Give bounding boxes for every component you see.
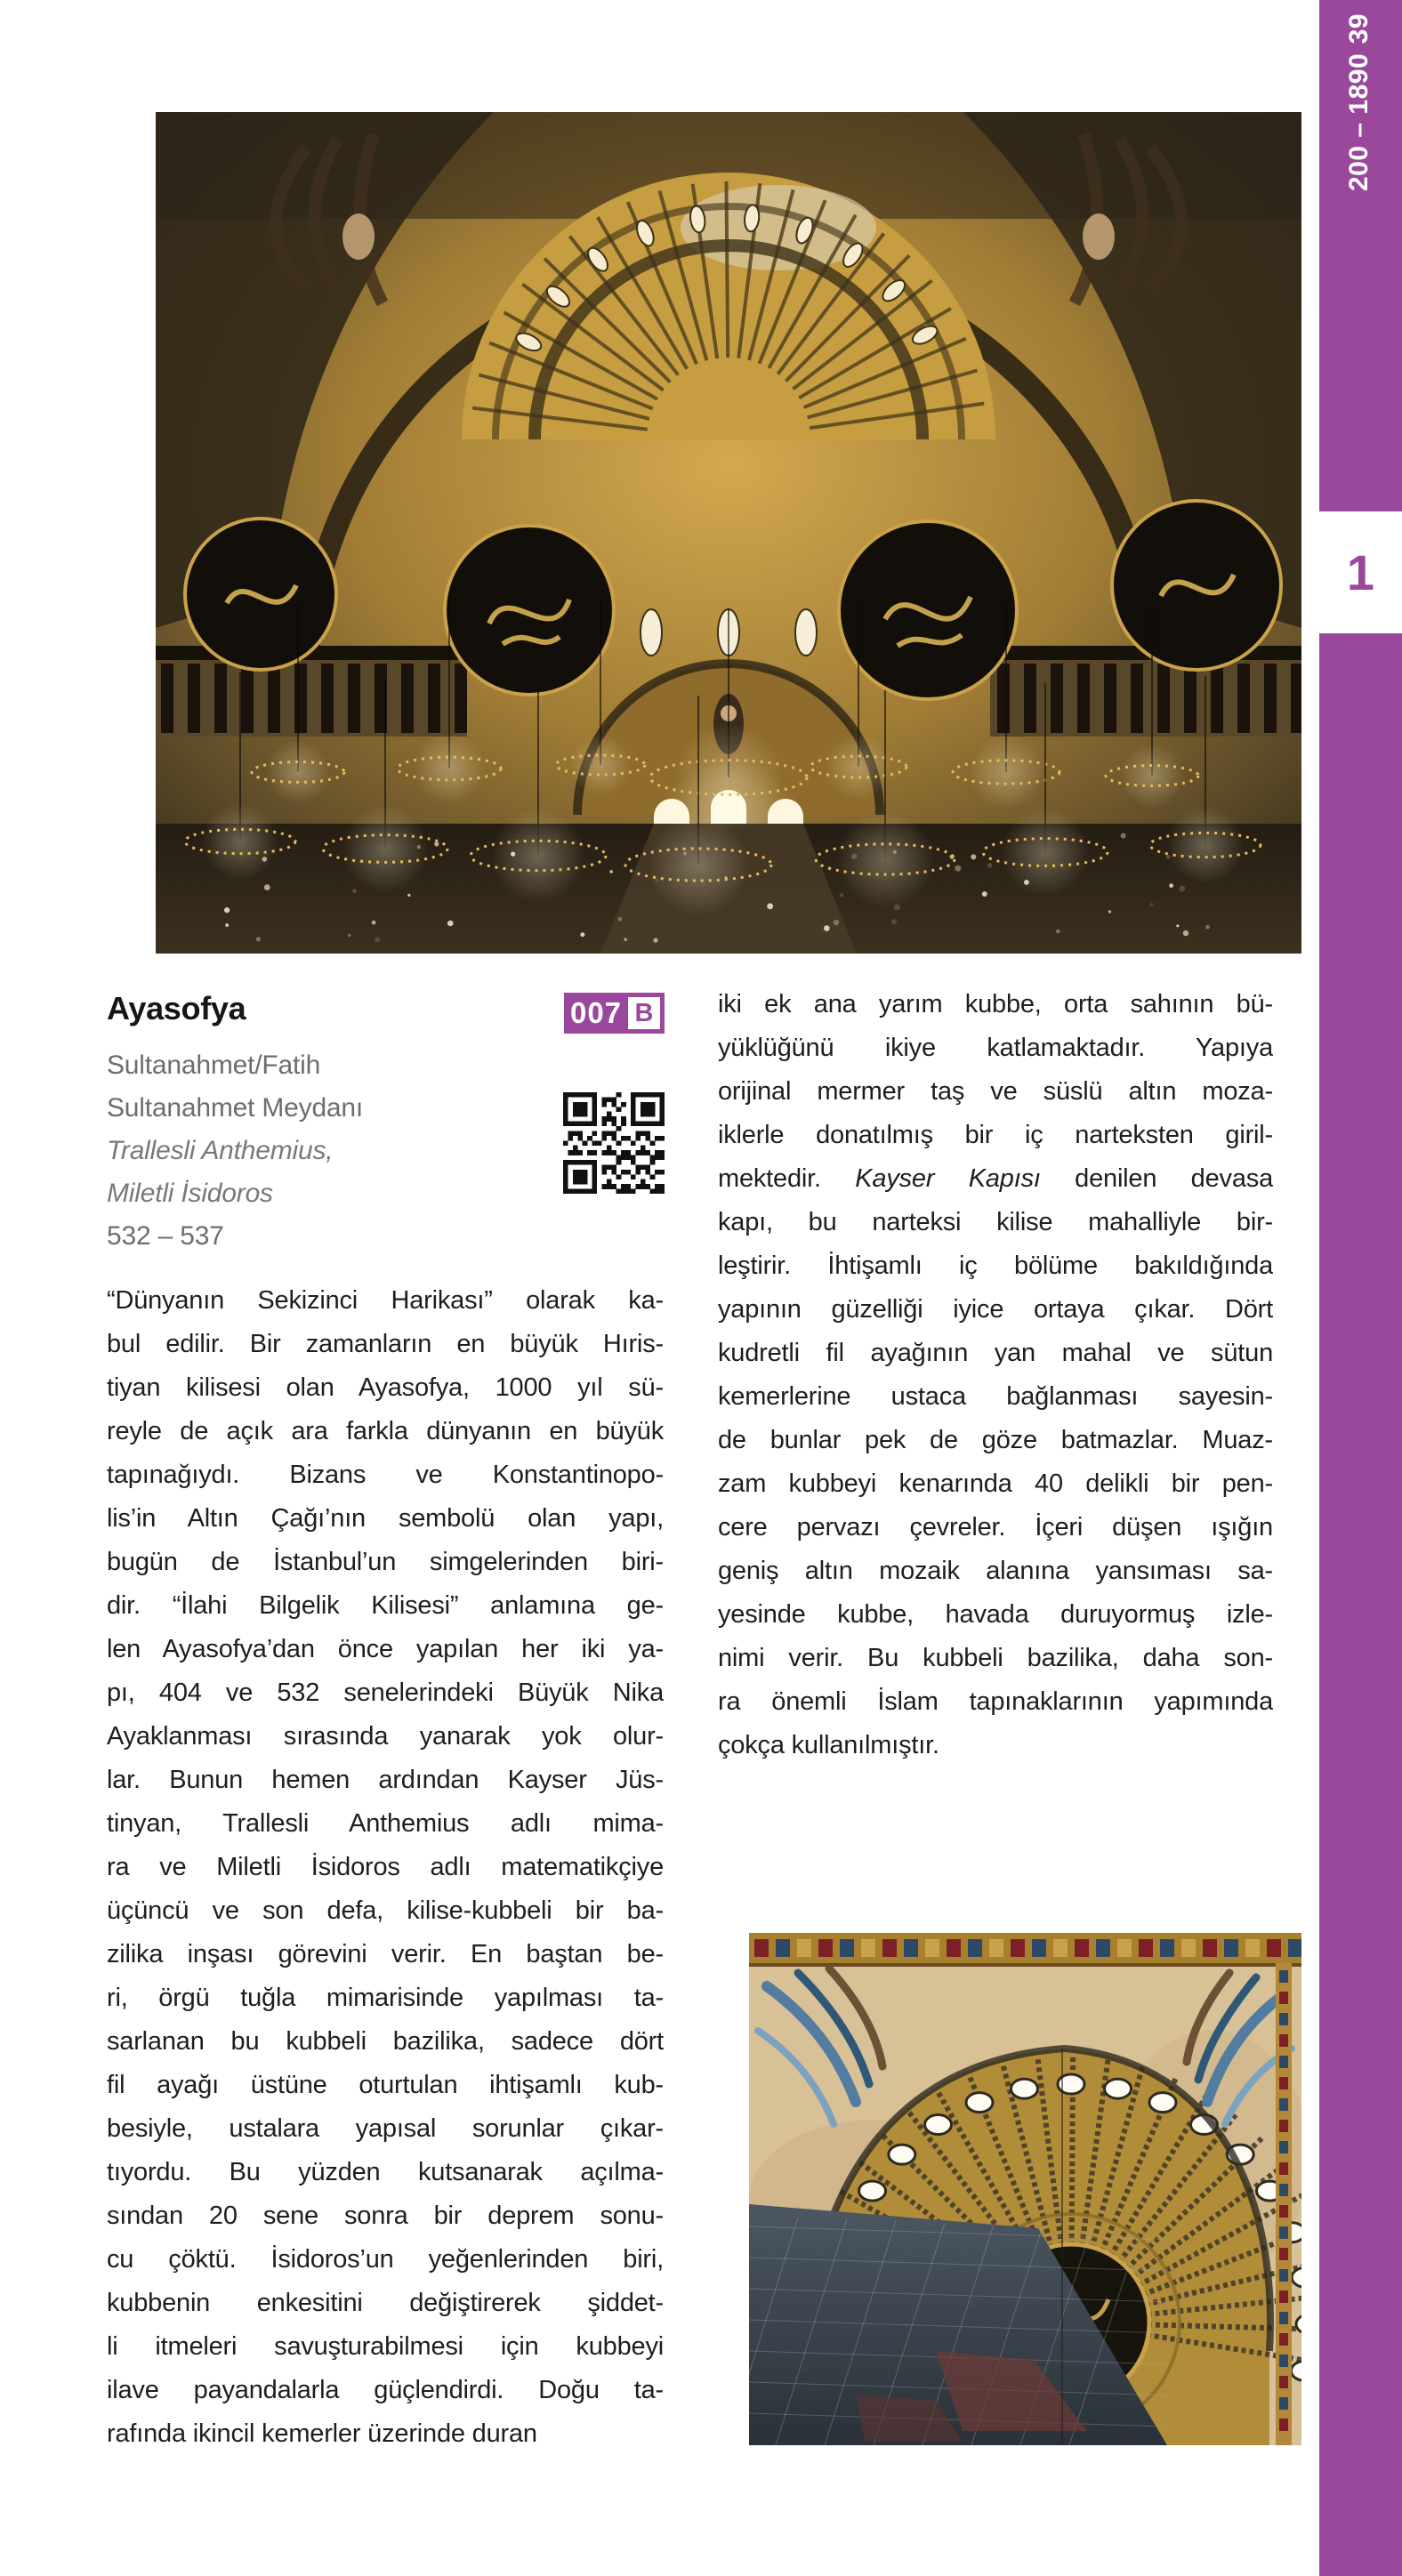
- text-line: bul edilir. Bir zamanların en büyük Hıris-: [107, 1330, 664, 1358]
- text-line: ra ve Miletli İsidoros adlı matematikçiye: [107, 1853, 664, 1881]
- text-line: rafında ikincil kemerler üzerinde duran: [107, 2419, 537, 2448]
- text-line: iki ek ana yarım kubbe, orta sahının bü-: [718, 990, 1273, 1018]
- hagia-sophia-interior-photo: [156, 112, 1301, 954]
- text-line: tinyan, Trallesli Anthemius adlı mima-: [107, 1809, 664, 1838]
- entry-location: Sultanahmet Meydanı: [107, 1093, 364, 1123]
- chapter-tab: [1319, 511, 1402, 633]
- dome-illustration: [749, 1933, 1301, 2445]
- text-line: sarlanan bu kubbeli bazilika, sadece dört: [107, 2027, 664, 2056]
- text-line: cere pervazı çevreler. İçeri düşen ışığın: [718, 1513, 1273, 1542]
- text-line: leştirir. İhtişamlı iç bölüme bakıldığında: [718, 1252, 1273, 1280]
- text-line: dir. “İlahi Bilgelik Kilisesi” anlamına ge-: [107, 1591, 664, 1620]
- entry-architect-1: Trallesli Anthemius,: [107, 1136, 334, 1165]
- text-line: nimi verir. Bu kubbeli bazilika, daha son-: [718, 1644, 1273, 1672]
- text-line: zam kubbeyi kenarında 40 delikli bir pen-: [718, 1469, 1273, 1498]
- text-line: çokça kullanılmıştır.: [718, 1731, 939, 1759]
- text-line: bugün de İstanbul’un simgelerinden biri-: [107, 1548, 664, 1576]
- text-line: sından 20 sene sonra bir deprem sonu-: [107, 2202, 664, 2230]
- article-column-1: [107, 1279, 664, 2456]
- entry-architect-2: Miletli İsidoros: [107, 1179, 273, 1208]
- text-line: kapı, bu narteksi kilise mahalliyle bir-: [718, 1208, 1273, 1236]
- text-line: ilave payandalarla güçlendirdi. Doğu ta-: [107, 2376, 664, 2404]
- badge-grid-letter: B: [628, 997, 660, 1029]
- entry-title: Ayasofya: [107, 990, 246, 1026]
- entry-years: 532 – 537: [107, 1221, 224, 1251]
- article-column-2: [718, 983, 1273, 1767]
- interior-illustration: [156, 112, 1301, 954]
- map-reference-badge: [564, 993, 665, 1034]
- page-edge-label: [1342, 13, 1377, 191]
- text-line: li itmeleri savuşturabilmesi için kubbeyi: [107, 2332, 664, 2361]
- text-line: tıyordu. Bu yüzden kutsanarak açılma-: [107, 2158, 664, 2186]
- text-line: kemerlerine ustaca bağlanması sayesin-: [718, 1382, 1273, 1411]
- text-line: tiyan kilisesi olan Ayasofya, 1000 yıl sü-: [107, 1373, 664, 1402]
- text-line: pı, 404 ve 532 senelerindeki Büyük Nika: [107, 1678, 664, 1707]
- hagia-sophia-dome-gallery-photo: [749, 1933, 1301, 2445]
- text-line: geniş altın mozaik alanına yansıması sa-: [718, 1557, 1273, 1585]
- chapter-number: 1: [1346, 544, 1375, 600]
- text-line: lar. Bunun hemen ardından Kayser Jüs-: [107, 1766, 664, 1794]
- text-line: ra önemli İslam tapınaklarının yapımında: [718, 1687, 1273, 1716]
- text-line: fil ayağı üstüne oturtulan ihtişamlı kub-: [107, 2071, 664, 2099]
- badge-number: 007: [569, 996, 623, 1029]
- text-line: “Dünyanın Sekizinci Harikası” olarak ka-: [107, 1286, 664, 1315]
- text-line: Ayaklanması sırasında yanarak yok olur-: [107, 1722, 664, 1751]
- text-line: üçüncü ve son defa, kilise-kubbeli bir ba-: [107, 1896, 664, 1925]
- chapter-color-band: [1319, 0, 1402, 2576]
- entry-district: Sultanahmet/Fatih: [107, 1051, 321, 1080]
- text-line: cu çöktü. İsidoros’un yeğenlerinden biri,: [107, 2245, 664, 2274]
- era-range-label: 200 – 1890: [1344, 52, 1374, 191]
- text-line: yüklüğünü ikiye katlamaktadır. Yapıya: [718, 1034, 1273, 1062]
- entry-header: [107, 989, 569, 1258]
- text-line: kudretli fil ayağının yan mahal ve sütun: [718, 1339, 1273, 1367]
- text-line: reyle de açık ara farkla dünyanın en büyük: [107, 1417, 664, 1445]
- entry-info: [107, 1044, 569, 1258]
- text-line: besiyle, ustalara yapısal sorunlar çıkar-: [107, 2114, 664, 2143]
- text-line: de bunlar pek de göze batmazlar. Muaz-: [718, 1426, 1273, 1454]
- text-line: mektedir. Kayser Kapısı denilen devasa: [718, 1164, 1273, 1193]
- text-line: kubbenin enkesitini değiştirerek şiddet-: [107, 2289, 664, 2317]
- text-line: ri, örgü tuğla mimarisinde yapılması ta-: [107, 1984, 664, 2012]
- text-line: yesinde kubbe, havada duruyormuş izle-: [718, 1600, 1273, 1629]
- page-number: 39: [1344, 13, 1374, 44]
- text-line: tapınağıydı. Bizans ve Konstantinopo-: [107, 1461, 664, 1489]
- qr-code: [563, 1092, 665, 1194]
- text-line: len Ayasofya’dan önce yapılan her iki ya-: [107, 1635, 664, 1663]
- text-line: lis’in Altın Çağı’nın sembolü olan yapı,: [107, 1504, 664, 1533]
- text-line: zilika inşası görevini verir. En baştan be-: [107, 1940, 664, 1968]
- text-line: iklerle donatılmış bir iç narteksten giril-: [718, 1121, 1273, 1149]
- text-line: yapının güzelliği iyice ortaya çıkar. Dört: [718, 1295, 1273, 1324]
- text-line: orijinal mermer taş ve süslü altın moza-: [718, 1077, 1273, 1106]
